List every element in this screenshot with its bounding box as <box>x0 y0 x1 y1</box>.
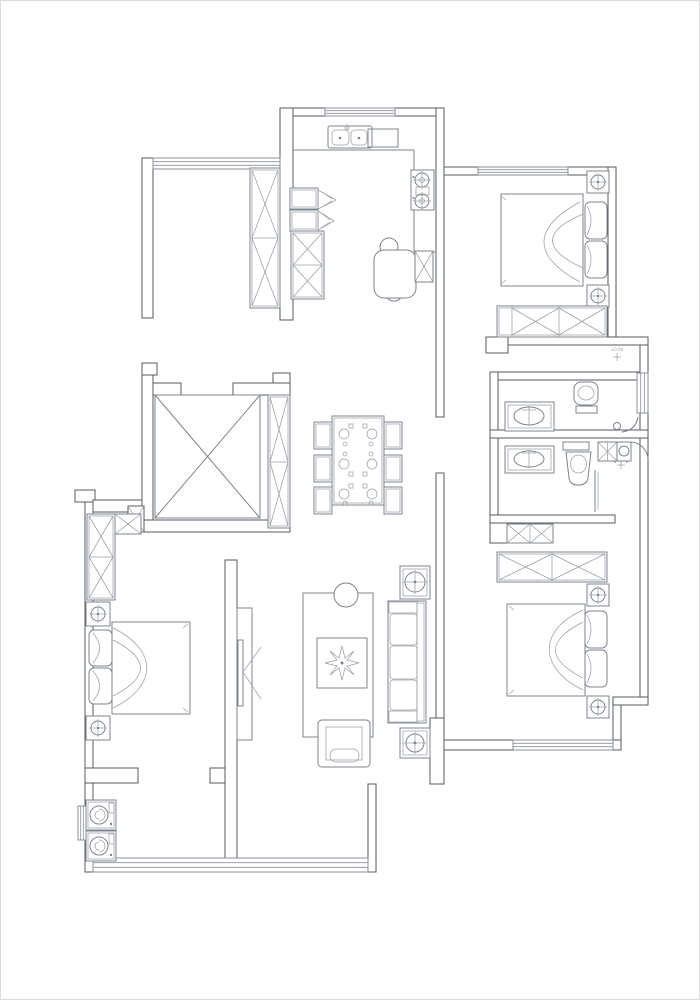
wall-tv-partition <box>225 560 237 858</box>
kitchen-sink <box>328 124 372 148</box>
window-bedroom1 <box>478 167 568 175</box>
wall-bath-left <box>490 372 498 523</box>
wall-corridor-lower <box>436 473 444 740</box>
cabinet-x <box>598 442 617 461</box>
window-topleft <box>153 158 280 169</box>
toilet <box>574 382 598 413</box>
toilet <box>563 442 591 485</box>
wardrobe-x-hatch <box>497 306 607 337</box>
wall-bedroom1-top-a <box>444 167 478 175</box>
nightstand-lamp <box>587 171 609 193</box>
bedroom2 <box>86 514 190 740</box>
shower-screen <box>595 470 598 512</box>
kitchen <box>290 124 436 301</box>
gas-stove <box>411 170 434 210</box>
wall-corridor-upper <box>436 108 444 417</box>
washing-machine <box>86 800 116 830</box>
wall-bedroom1-bottom <box>486 337 648 345</box>
nightstand-lamp <box>86 602 110 626</box>
pillow <box>585 202 607 239</box>
double-bed <box>89 622 190 714</box>
sofa <box>388 601 426 723</box>
floor-drain-cross <box>614 461 628 469</box>
wardrobe-x-hatch <box>507 524 553 543</box>
pillow <box>89 668 112 704</box>
living-room <box>303 566 430 767</box>
wall-xroom-notch <box>142 363 157 375</box>
tv-unit <box>237 608 261 740</box>
round-side-table <box>334 583 358 607</box>
wall-xroom-top-b <box>233 383 290 395</box>
kitchen-appliance-x <box>415 251 433 282</box>
bathroom-lower <box>505 442 648 512</box>
entry-elevation-mark <box>611 347 624 361</box>
window-kitchen <box>325 108 395 116</box>
wall-xroom-corner <box>273 373 290 383</box>
wall-right-upper <box>640 345 648 373</box>
nightstand-lamp <box>587 285 609 307</box>
coffee-table <box>317 638 367 688</box>
wall-left-corner-stub <box>75 490 95 502</box>
shaft-room <box>155 395 290 528</box>
wall-kitchen-top-a <box>293 108 325 116</box>
storage-room <box>250 168 280 308</box>
refrigerator-cabinet <box>291 231 324 299</box>
wall-right-main <box>640 413 648 705</box>
window-bedroom3 <box>513 740 613 750</box>
wardrobe-x-hatch <box>250 168 280 308</box>
small-basin <box>617 442 631 461</box>
bedroom3 <box>497 524 609 718</box>
dining-chairs-right <box>384 422 402 514</box>
elevation-label: ±0.00 <box>610 347 624 352</box>
wall-bedroom2-bottom-a <box>85 768 138 783</box>
dining-area <box>314 416 402 514</box>
wardrobe-x-hatch <box>497 552 607 582</box>
double-bed <box>501 194 607 286</box>
armchair <box>318 720 370 767</box>
wall-bedroom3-stub <box>490 523 507 543</box>
bathroom-upper <box>505 382 638 432</box>
wall-balcony-right <box>368 784 376 872</box>
window-balcony-bottom <box>93 858 368 872</box>
nightstand-lamp <box>86 716 110 740</box>
wall-bath-top <box>490 372 640 380</box>
nightstand-lamp <box>587 584 609 606</box>
wall-topleft-room-left <box>142 158 153 318</box>
floor-lamp-square <box>400 728 430 758</box>
washing-machine <box>86 831 116 861</box>
nightstand-lamp <box>587 696 609 718</box>
vanity-sink <box>505 402 554 431</box>
tv-panel <box>238 640 243 706</box>
vanity-sink <box>505 446 554 473</box>
wall-bedroom3-bottom <box>436 740 513 750</box>
wardrobe-x-hatch <box>268 395 290 528</box>
wall-right-step <box>613 697 648 705</box>
upper-cabinet <box>290 188 336 231</box>
wall-bedroom3-bottom-end <box>613 740 621 750</box>
pillow <box>585 650 607 687</box>
dining-chairs-left <box>314 422 332 514</box>
window-left-small <box>78 806 86 840</box>
wall-pillar-entry <box>486 337 508 353</box>
wall-right-lower <box>613 705 621 740</box>
double-bed <box>507 604 607 696</box>
pillow <box>89 630 112 666</box>
wall-bedroom3-top <box>490 515 615 523</box>
wardrobe-x-hatch <box>87 514 141 600</box>
bedroom1 <box>497 171 609 337</box>
kitchen-table <box>374 238 416 301</box>
floor-lamp-square <box>400 566 430 599</box>
balcony-laundry <box>86 800 116 861</box>
window-right-wall <box>637 373 648 413</box>
wall-xroom-top-a <box>153 383 181 395</box>
wall-living-corner <box>430 718 444 784</box>
pillow <box>585 241 607 278</box>
pillow <box>585 611 607 648</box>
shaft-void-x <box>155 395 260 518</box>
